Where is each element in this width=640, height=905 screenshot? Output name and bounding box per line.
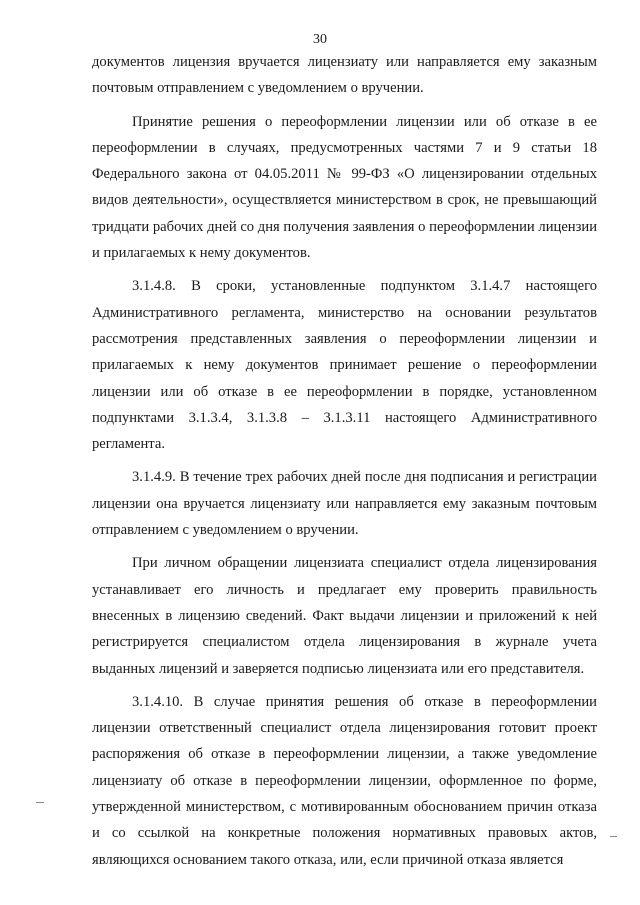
page-number: 30 — [313, 32, 327, 47]
paragraph-personal-visit: При личном обращении лицензиата специалист отдела лицензирования устанавливает его личность и предлагает ему проверить правильность внесенных в лицензию сведений. Факт выдачи лицензии и приложений к ней регистрируется специалистом отдела лицензирования в журнале учета выданных лицензий и заверяется подписью лицензиата или его представителя. — [92, 555, 597, 677]
document-body — [92, 49, 597, 880]
paragraph-3-1-4-10: 3.1.4.10. В случае принятия решения об отказе в переоформлении лицензии ответственный специалист отдела лицензирования готовит проект распоряжения об отказе в переоформлении лицензии, а также уведомление лицензиату об отказе в переоформлении лицензии, оформленное по форме, утвержденной министерством, с мотивированным обоснованием причин отказа и со ссылкой на конкретные положения нормативных правовых актов, являющихся основанием такого отказа, или, если причиной отказа является — [92, 693, 597, 868]
paragraph-reissue-decision: Принятие решения о переоформлении лицензии или об отказе в ее переоформлении в случаях, предусмотренных частями 7 и 9 статьи 18 Федерального закона от 04.05.2011 № 99-ФЗ «О лицензировании отдельных видов деятельности», осуществляется министерством в срок, не превышающий тридцати рабочих дней со дня получения заявления о переоформлении лицензии и прилагаемых к нему документов. — [92, 113, 597, 262]
paragraph-3-1-4-8: 3.1.4.8. В сроки, установленные подпунктом 3.1.4.7 настоящего Административного регламента, министерство на основании результатов рассмотрения представленных заявления о переоформлении лицензии и прилагаемых к нему документов принимает решение о переоформлении лицензии или об отказе в ее переоформлении в порядке, установленном подпунктами 3.1.3.4, 3.1.3.8 – 3.1.3.11 настоящего Административного регламента. — [92, 278, 597, 453]
paragraph-continuation: документов лицензия вручается лицензиату или направляется ему заказным почтовым отправлением с уведомлением о вручении. — [92, 54, 597, 97]
right-margin-scan-mark — [610, 836, 617, 837]
left-margin-scan-mark — [36, 802, 44, 803]
paragraph-3-1-4-9: 3.1.4.9. В течение трех рабочих дней после дня подписания и регистрации лицензии она вручается лицензиату или направляется ему заказным почтовым отправлением с уведомлением о вручении. — [92, 469, 597, 539]
